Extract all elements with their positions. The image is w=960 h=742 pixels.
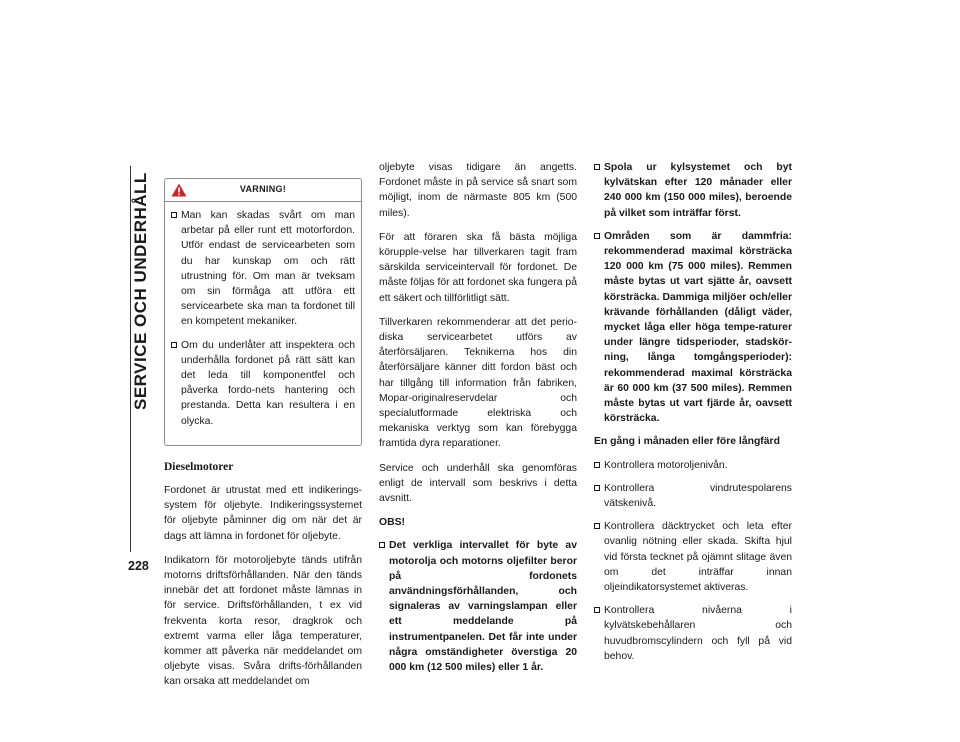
paragraph: Service och underhåll ska genomföras enligt de intervall som beskrivs i detta avsnitt. bbox=[379, 462, 577, 505]
chapter-side-title: SERVICE OCH UNDERHÅLL bbox=[131, 172, 150, 410]
paragraph: Indikatorn för motoroljebyte tänds utifrån motorns driftsförhållanden. När den tänds innebär det att fordonet måste lämnas in för service. Driftsförhållanden, t ex vid frekventa korta resor, dragkrok och extremt varma eller låga temperaturer, kommer att påverka när meddelandet om oljebyte visas. Svåra drifts-förhållanden kan orsaka att meddelandet om bbox=[164, 554, 362, 688]
section-heading-diesel: Dieselmotorer bbox=[164, 460, 234, 473]
maintenance-item: Spola ur kylsystemet och byt kylvätskan efter 120 månader eller 240 000 km (150 000 miles), beroende på vilket som inträffar först. bbox=[594, 160, 792, 221]
paragraph: oljebyte visas tidigare än angetts. Fordonet måste in på service så snart som möjligt, inom de närmaste 805 km (500 miles). bbox=[379, 162, 577, 219]
bold-maintenance-list bbox=[594, 160, 792, 426]
warning-title: VARNING! bbox=[239, 184, 287, 195]
warning-item: Man kan skadas svårt om man arbetar på eller runt ett motorfordon. Utför endast de servicearbeten som du har kunskap om och rätt utrustning för. Om man är tveksam om sin förmåga att utföra ett servicearbete ska man ta fordonet till en kompetent mekaniker. bbox=[171, 208, 355, 330]
monthly-item: Kontrollera motoroljenivån. bbox=[594, 458, 792, 473]
square-bullet-icon bbox=[594, 523, 600, 529]
square-bullet-icon bbox=[594, 462, 600, 468]
warning-item: Om du underlåter att inspektera och underhålla fordonet på rätt sätt kan det leda till komponentfel och påverka fordo-nets hantering och prestanda. Detta kan resultera i en olycka. bbox=[171, 338, 355, 429]
warning-box bbox=[164, 178, 362, 446]
obs-item: Det verkliga intervallet för byte av motorolja och motorns oljefilter beror på fordonets användningsförhållanden, och signaleras av varningslampan eller ett meddelande på instrumentpanelen. Det får inte under några omständigheter överstiga 20 000 km (12 500 miles) eller 1 år. bbox=[379, 538, 577, 675]
paragraph: Fordonet är utrustat med ett indikerings-system för oljebyte. Indikeringssystemet för oljebyte påminner dig om när det är dags att lämna in fordonet för oljebyte. bbox=[164, 485, 362, 542]
obs-list bbox=[379, 538, 577, 675]
warning-header bbox=[165, 179, 361, 202]
monthly-check-list bbox=[594, 458, 792, 664]
monthly-item: Kontrollera nivåerna i kylvätskebehållaren och huvudbromscylindern och fyll på vid behov. bbox=[594, 603, 792, 664]
obs-label: OBS! bbox=[379, 517, 405, 529]
maintenance-item: Områden som är dammfria: rekommenderad maximal körsträcka 120 000 km (75 000 miles). Remmen måste bytas ut vart sjätte år, oavsett körsträcka. Dammiga miljöer och/eller krävande förhållanden (dåligt väder, mycket låga eller höga tempe-raturer under längre tidsperioder, stadskör-ning, långa tomgångsperioder): rekommenderad maximal körsträcka är 60 000 km (37 500 miles). Remmen måste bytas ut vart fjärde år, oavsett körsträcka. bbox=[594, 229, 792, 427]
square-bullet-icon bbox=[171, 342, 177, 348]
square-bullet-icon bbox=[594, 485, 600, 491]
warning-list bbox=[171, 208, 355, 429]
square-bullet-icon bbox=[379, 542, 385, 548]
column-1 bbox=[164, 178, 362, 699]
paragraph: För att föraren ska få bästa möjliga körupple-velse har tillverkaren tagit fram särskilda serviceintervall för fordonet. De måste följas för att fordonet ska fungera på ett säkert och tillförlitligt sätt. bbox=[379, 231, 577, 304]
monthly-item: Kontrollera däcktrycket och leta efter ovanlig nötning eller skada. Skifta hjul vid första tecknet på ojämnt slitage även om det inträffar innan oljeindikatorsystemet aktiveras. bbox=[594, 519, 792, 595]
column-2 bbox=[379, 160, 577, 683]
square-bullet-icon bbox=[594, 233, 600, 239]
paragraph: Tillverkaren rekommenderar att det perio-diska servicearbetet utförs av återförsäljaren. Teknikerna hos din återförsäljare känner ditt fordon bäst och har tillgång till information från fabriken, Mopar-originalreservdelar och specialutformade elektriska och mekaniska verktyg som kan förebygga framtida dyra reparationer. bbox=[379, 316, 577, 450]
monthly-heading: En gång i månaden eller före långfärd bbox=[594, 436, 780, 448]
monthly-item: Kontrollera vindrutespolarens vätskenivå. bbox=[594, 481, 792, 511]
column-3 bbox=[594, 160, 792, 672]
square-bullet-icon bbox=[594, 607, 600, 613]
page-number: 228 bbox=[128, 559, 149, 573]
square-bullet-icon bbox=[594, 164, 600, 170]
warning-triangle-icon bbox=[171, 183, 187, 197]
square-bullet-icon bbox=[171, 212, 177, 218]
